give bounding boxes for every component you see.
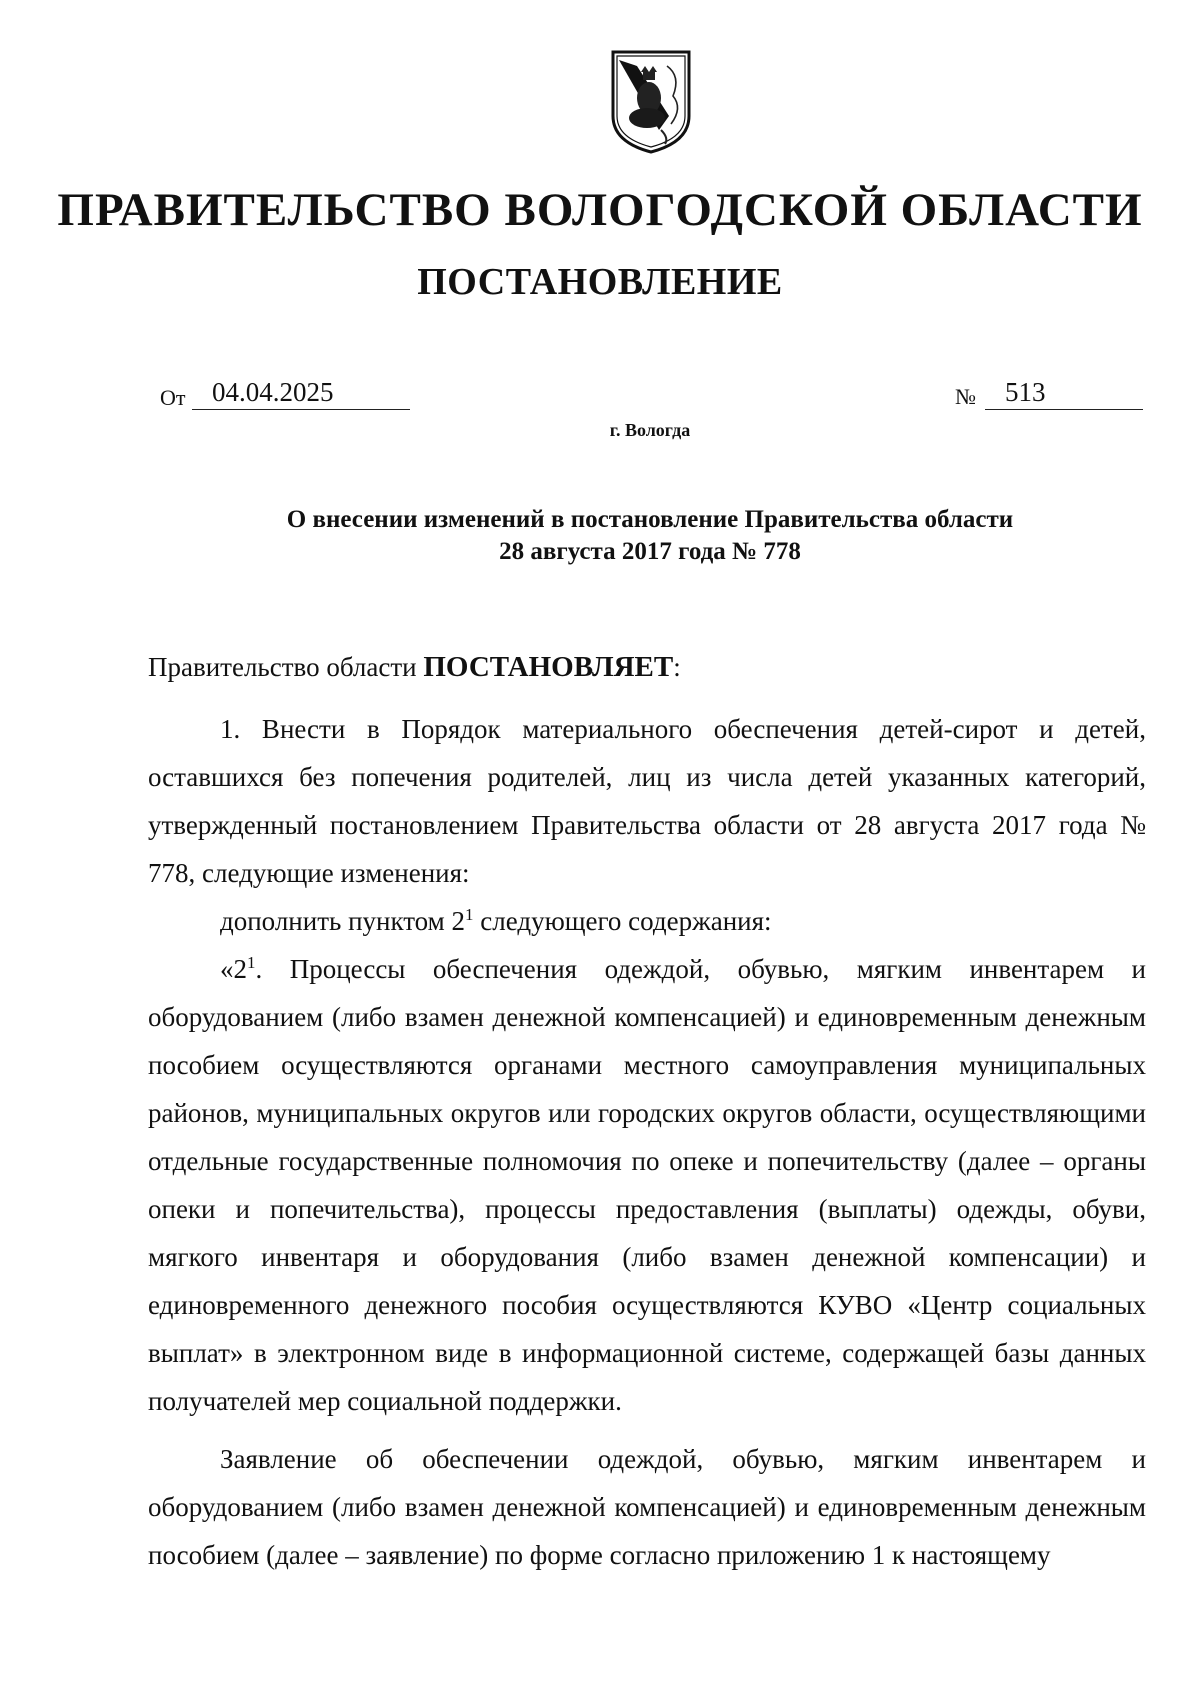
paragraph-2-superscript: 1 [465, 905, 474, 924]
paragraph-3-text-end: . Процессы обеспечения одеждой, обувью, мягким инвентарем и оборудованием (либо взамен денежной компенсацией) и единовременным денежным пособием осуществляются органами местного самоуправления муниципальных районов, муниципальных округов или городских округов области, осуществляющими отдельные государственные полномочия по опеке и попечительству (далее – органы опеки и попечительства), процессы предоставления (выплаты) одежды, обуви, мягкого инвентаря и оборудования (либо взамен денежной компенсации) и единовременного денежного пособия осуществляются КУВО «Центр социальных выплат» в электронном виде в информационной системе, содержащей базы данных получателей мер социальной поддержки. [148, 954, 1146, 1416]
date-label: От [160, 385, 186, 410]
paragraph-2-text: дополнить пунктом 2 [220, 906, 465, 936]
paragraph-2 [148, 897, 1146, 945]
preamble-colon: : [673, 652, 681, 682]
paragraph-1: 1. Внести в Порядок материального обеспечения детей-сирот и детей, оставшихся без попечения родителей, лиц из числа детей указанных категорий, утвержденный постановлением Правительства области от 28 августа 2017 года № 778, следующие изменения: [148, 714, 1146, 888]
document-body [148, 643, 1146, 1579]
paragraph-4: Заявление об обеспечении одеждой, обувью, мягким инвентарем и оборудованием (либо взамен денежной компенсацией) и единовременным денежным пособием (далее – заявление) по форме согласно приложению 1 к настоящему [148, 1444, 1146, 1570]
subject-line-2: 28 августа 2017 года № 778 [499, 538, 801, 565]
paragraph-3-text: «2 [220, 954, 247, 984]
document-subject [150, 504, 1150, 568]
organization-title: ПРАВИТЕЛЬСТВО ВОЛОГОДСКОЙ ОБЛАСТИ [57, 184, 1143, 236]
coat-of-arms-emblem [607, 46, 695, 156]
paragraph-3-superscript: 1 [247, 953, 256, 972]
preamble-keyword: ПОСТАНОВЛЯЕТ [423, 651, 674, 683]
subject-line-1: О внесении изменений в постановление Правительства области [286, 506, 1014, 533]
preamble-text: Правительство области [148, 652, 424, 682]
number-label: № [955, 384, 976, 409]
preamble [148, 643, 1146, 691]
paragraph-3 [148, 945, 1146, 1425]
paragraph-2-text-end: следующего содержания: [473, 906, 772, 936]
city-name: г. Вологда [609, 420, 691, 440]
document-date: 04.04.2025 [192, 375, 410, 410]
document-type-heading: ПОСТАНОВЛЕНИЕ [417, 261, 783, 303]
document-number: 513 [985, 375, 1143, 410]
